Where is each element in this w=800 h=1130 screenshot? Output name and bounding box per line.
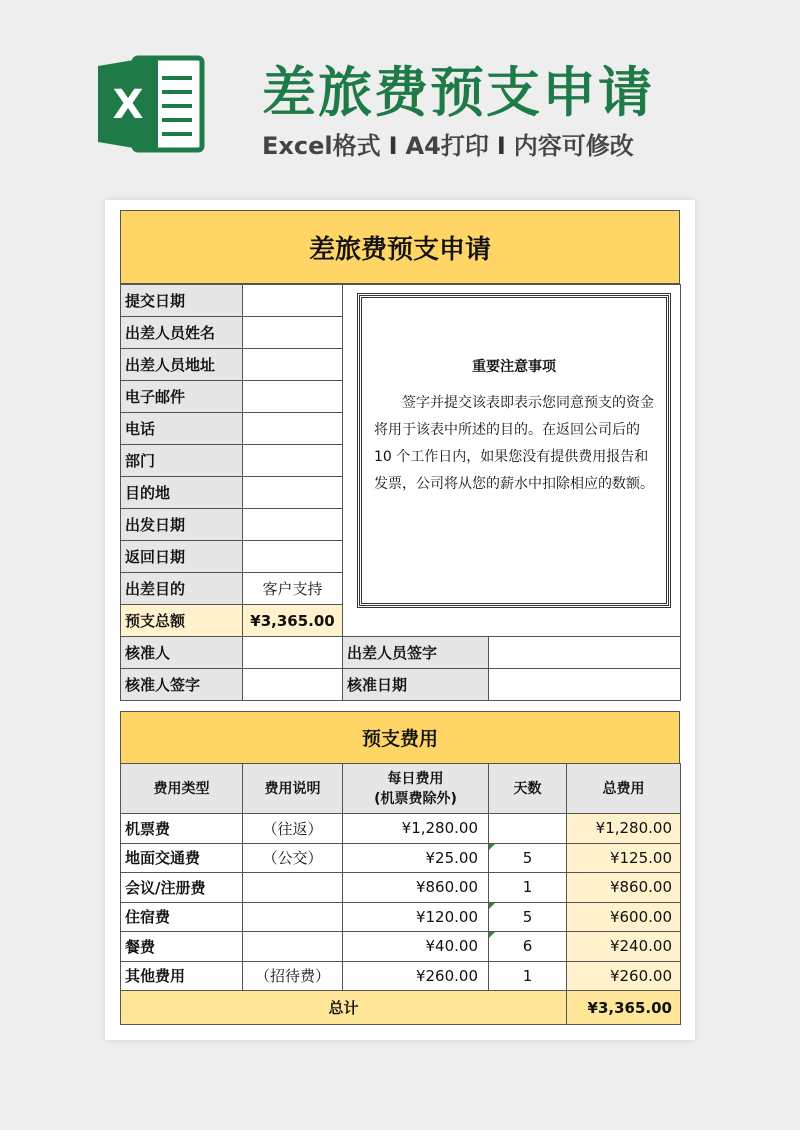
expense-daily[interactable]: ¥260.00: [343, 961, 489, 991]
expense-days[interactable]: 5: [489, 843, 567, 873]
field-label: 出差人员姓名: [121, 317, 243, 349]
expenses-title: 预支费用: [120, 711, 680, 763]
approver-signature-input[interactable]: [243, 669, 343, 701]
expense-type: 住宿费: [121, 902, 243, 932]
field-input-email[interactable]: [243, 381, 343, 413]
field-label: 提交日期: [121, 285, 243, 317]
approval-label: 出差人员签字: [343, 637, 489, 669]
separator: I: [496, 132, 506, 160]
field-input-phone[interactable]: [243, 413, 343, 445]
svg-text:X: X: [112, 82, 144, 128]
excel-icon: [98, 52, 206, 156]
field-input-purpose[interactable]: 客户支持: [243, 573, 343, 605]
table-row: [121, 961, 681, 991]
table-row: [121, 902, 681, 932]
field-input-destination[interactable]: [243, 477, 343, 509]
col-header-type: 费用类型: [121, 764, 243, 814]
field-label: 出发日期: [121, 509, 243, 541]
notice-box: [359, 295, 669, 606]
table-row: [121, 843, 681, 873]
subtitle-features: [262, 126, 634, 161]
col-header-desc: 费用说明: [243, 764, 343, 814]
expense-days[interactable]: 1: [489, 961, 567, 991]
expense-daily[interactable]: ¥1,280.00: [343, 814, 489, 844]
separator: I: [388, 132, 398, 160]
expense-daily[interactable]: ¥120.00: [343, 902, 489, 932]
notice-title: 重要注意事项: [472, 359, 556, 375]
field-input-submit-date[interactable]: [243, 285, 343, 317]
table-row: [121, 932, 681, 962]
col-header-daily-line1: 每日费用: [387, 770, 444, 787]
expense-days[interactable]: 5: [489, 902, 567, 932]
expense-type: 餐费: [121, 932, 243, 962]
approval-label: 核准人: [121, 637, 243, 669]
field-advance-total: ¥3,365.00: [243, 605, 343, 637]
col-header-daily-line2: (机票费除外): [374, 790, 457, 807]
table-row: [121, 814, 681, 844]
feature-format: Excel格式: [262, 132, 381, 160]
field-input-department[interactable]: [243, 445, 343, 477]
sum-label: 总计: [121, 991, 567, 1025]
col-header-daily: [343, 764, 489, 814]
field-label: 电话: [121, 413, 243, 445]
field-input-return-date[interactable]: [243, 541, 343, 573]
expense-type: 机票费: [121, 814, 243, 844]
field-input-address[interactable]: [243, 349, 343, 381]
expense-total: ¥125.00: [567, 843, 681, 873]
field-label: 部门: [121, 445, 243, 477]
expense-total: ¥260.00: [567, 961, 681, 991]
approval-label: 核准人签字: [121, 669, 243, 701]
field-label: 返回日期: [121, 541, 243, 573]
spreadsheet: [120, 210, 680, 1025]
page-title: 差旅费预支申请: [262, 61, 654, 124]
expense-desc[interactable]: [243, 932, 343, 962]
notice-body: 签字并提交该表即表示您同意预支的资金将用于该表中所述的目的。在返回公司后的 10 个工作日内，如果您没有提供费用报告和发票，公司将从您的薪水中扣除相应的数额。: [374, 395, 654, 492]
expense-total: ¥1,280.00: [567, 814, 681, 844]
expense-total: ¥860.00: [567, 873, 681, 903]
field-label: 出差目的: [121, 573, 243, 605]
expense-days[interactable]: 6: [489, 932, 567, 962]
expenses-table: [120, 763, 681, 1025]
expense-type: 会议/注册费: [121, 873, 243, 903]
expense-type: 其他费用: [121, 961, 243, 991]
expense-desc[interactable]: （公交）: [243, 843, 343, 873]
sum-row: [121, 991, 681, 1025]
info-table: [120, 284, 681, 701]
traveler-signature-input[interactable]: [489, 637, 681, 669]
notice-area: [343, 285, 681, 637]
expense-daily[interactable]: ¥25.00: [343, 843, 489, 873]
expense-desc[interactable]: [243, 902, 343, 932]
expense-desc[interactable]: （招待费）: [243, 961, 343, 991]
expense-days[interactable]: 1: [489, 873, 567, 903]
expense-total: ¥240.00: [567, 932, 681, 962]
table-row: [121, 873, 681, 903]
col-header-days: 天数: [489, 764, 567, 814]
approval-label: 核准日期: [343, 669, 489, 701]
approval-date-input[interactable]: [489, 669, 681, 701]
expense-total: ¥600.00: [567, 902, 681, 932]
expense-daily[interactable]: ¥40.00: [343, 932, 489, 962]
feature-print: A4打印: [405, 132, 489, 160]
sum-value: ¥3,365.00: [567, 991, 681, 1025]
field-input-depart-date[interactable]: [243, 509, 343, 541]
field-label: 出差人员地址: [121, 349, 243, 381]
expense-type: 地面交通费: [121, 843, 243, 873]
expense-desc[interactable]: （往返）: [243, 814, 343, 844]
feature-editable: 内容可修改: [513, 132, 634, 160]
document-paper: [105, 200, 695, 1040]
col-header-total: 总费用: [567, 764, 681, 814]
page-header: [0, 0, 800, 200]
field-input-name[interactable]: [243, 317, 343, 349]
expense-days[interactable]: [489, 814, 567, 844]
approver-input[interactable]: [243, 637, 343, 669]
field-label: 电子邮件: [121, 381, 243, 413]
expense-daily[interactable]: ¥860.00: [343, 873, 489, 903]
form-title: 差旅费预支申请: [120, 210, 680, 284]
field-label: 目的地: [121, 477, 243, 509]
expense-desc[interactable]: [243, 873, 343, 903]
field-label: 预支总额: [121, 605, 243, 637]
